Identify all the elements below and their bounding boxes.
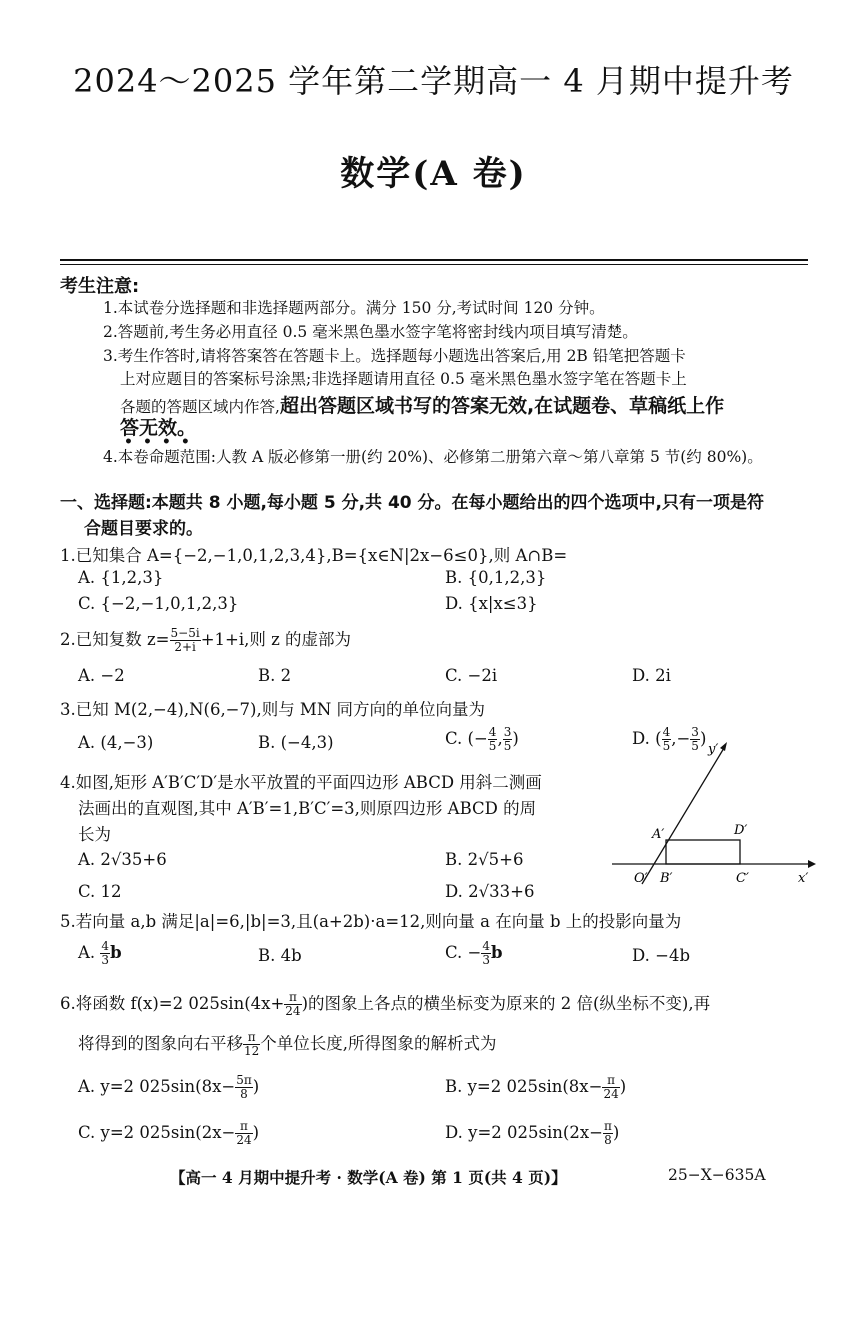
q4-option-a: A. 2√35+6	[78, 850, 167, 869]
notice-item-1: 1.本试卷分选择题和非选择题两部分。满分 150 分,考试时间 120 分钟。	[103, 299, 605, 317]
label-d: D′	[734, 823, 748, 838]
q6-option-c	[78, 1120, 259, 1147]
label-a: A′	[652, 827, 665, 842]
fraction	[602, 1074, 619, 1101]
section-heading: 一、选择题:本题共 8 小题,每小题 5 分,共 40 分。在每小题给出的四个选项中,只有一项是符	[60, 493, 764, 513]
q3-option-a: A. (4,−3)	[78, 733, 154, 752]
fraction	[100, 940, 110, 967]
q6-option-d	[445, 1120, 619, 1147]
notice-emphasis-end: 答无效。	[120, 417, 197, 439]
divider	[60, 264, 808, 265]
q2-option-b: B. 2	[258, 666, 292, 685]
numerator: 4	[482, 939, 490, 953]
fraction	[488, 726, 498, 753]
q6-text: )的图象上各点的横坐标变为原来的 2 倍(纵坐标不变),再	[301, 994, 711, 1013]
option-text: D. y=2 025sin(2x−	[445, 1123, 603, 1142]
q3-option-b: B. (−4,3)	[258, 733, 334, 752]
q1-option-d: D. {x|x≤3}	[445, 594, 538, 613]
divider	[60, 259, 808, 261]
numerator: π	[603, 1119, 612, 1133]
y-axis-arrow	[720, 742, 727, 751]
q1-stem: 1.已知集合 A={−2,−1,0,1,2,3,4},B={x∈N|2x−6≤0},则 A∩B=	[60, 546, 568, 565]
q6-stem-line2	[78, 1030, 497, 1058]
denominator: 2+i	[174, 640, 196, 654]
q2-text: +1+i,则 z 的虚部为	[200, 630, 352, 649]
numerator: 4	[101, 939, 110, 953]
q5-option-a	[78, 940, 122, 967]
notice-item-3-cont: 上对应题目的答案标号涂黑;非选择题请用直径 0.5 毫米黑色墨水签字笔在答题卡上	[120, 370, 687, 388]
q2-stem	[60, 626, 351, 654]
option-text: A. y=2 025sin(8x−	[78, 1077, 236, 1096]
q3-stem: 3.已知 M(2,−4),N(6,−7),则与 MN 同方向的单位向量为	[60, 700, 486, 719]
label-b: B′	[660, 871, 673, 886]
x-axis-arrow	[808, 860, 816, 868]
denominator: 8	[604, 1133, 612, 1147]
denominator: 24	[603, 1087, 619, 1101]
option-text: )	[252, 1123, 260, 1142]
exam-title: 2024～2025 学年第二学期高一 4 月期中提升考	[73, 62, 794, 100]
emphasis-dots: ••••	[124, 434, 200, 450]
q5-option-c	[445, 940, 503, 967]
option-text: )	[252, 1077, 260, 1096]
section-heading-cont: 合题目要求的。	[84, 519, 203, 539]
q5-stem: 5.若向量 a,b 满足|a|=6,|b|=3,且(a+2b)·a=12,则向量 a 在向量 b 上的投影向量为	[60, 912, 682, 931]
q5-option-b: B. 4b	[258, 946, 302, 965]
fraction	[284, 991, 301, 1018]
numerator: 3	[503, 725, 512, 739]
q6-option-a	[78, 1074, 259, 1101]
option-text: C. −	[445, 943, 482, 962]
denominator: 12	[244, 1044, 260, 1058]
q2-option-d: D. 2i	[632, 666, 671, 685]
q3-option-c: C. (− $\frac{4}{5}$ , $\frac{3}{5}$ )	[445, 725, 519, 753]
option-text: )	[619, 1077, 627, 1096]
q2-option-a: A. −2	[78, 666, 125, 685]
q4-stem-line3: 长为	[78, 825, 111, 844]
fraction	[243, 1031, 260, 1058]
q4-option-b: B. 2√5+6	[445, 850, 524, 869]
notice-emphasis: 超出答题区域书写的答案无效,在试题卷、草稿纸上作	[279, 395, 725, 417]
exam-subtitle: 数学(A 卷)	[340, 154, 527, 194]
q5-option-d: D. −4b	[632, 946, 691, 965]
q2-fraction	[170, 627, 201, 654]
label-c: C′	[736, 871, 749, 886]
q1-option-a: A. {1,2,3}	[78, 568, 164, 587]
option-text: )	[612, 1123, 620, 1142]
notice-text: 各题的答题区域内作答,	[120, 398, 280, 416]
option-text: C. (−	[445, 729, 488, 748]
fraction	[503, 726, 513, 753]
paper-code: 25−X−635A	[668, 1166, 766, 1184]
q4-option-d: D. 2√33+6	[445, 882, 535, 901]
q2-option-c: C. −2i	[445, 666, 498, 685]
denominator: 24	[285, 1004, 301, 1018]
option-text: A.	[78, 943, 96, 962]
page-footer: 【高一 4 月期中提升考 · 数学(A 卷) 第 1 页(共 4 页)】	[170, 1168, 567, 1187]
q6-text: 6.将函数 f(x)=2 025sin(4x+	[60, 994, 285, 1013]
numerator: π	[243, 1031, 260, 1045]
q4-stem-line1: 4.如图,矩形 A′B′C′D′是水平放置的平面四边形 ABCD 用斜二测画	[60, 773, 542, 792]
q6-text: 将得到的图象向右平移	[78, 1034, 243, 1053]
denominator: 3	[482, 953, 490, 967]
q4-stem-line2: 法画出的直观图,其中 A′B′=1,B′C′=3,则原四边形 ABCD 的周	[78, 799, 537, 818]
oblique-projection-figure	[612, 736, 817, 891]
notice-item-4: 4.本卷命题范围:人教 A 版必修第一册(约 20%)、必修第二册第六章～第八章第 5 节(约 80%)。	[103, 448, 763, 466]
denominator: 5	[691, 739, 699, 753]
q6-option-b	[445, 1074, 626, 1101]
q4-option-c: C. 12	[78, 882, 122, 901]
label-y-axis: y′	[708, 742, 719, 757]
denominator: 5	[503, 739, 512, 753]
q6-stem-line1	[60, 990, 710, 1018]
q6-text: 个单位长度,所得图象的解析式为	[260, 1034, 497, 1053]
q3-option-d: D. ( $\frac{4}{5}$ ,− $\frac{3}{5}$ )	[632, 725, 707, 753]
vector-b: b	[110, 943, 122, 962]
fraction	[235, 1074, 253, 1101]
rectangle-abcd	[666, 840, 740, 864]
notice-item-2: 2.答题前,考生务必用直径 0.5 毫米黑色墨水签字笔将密封线内项目填写清楚。	[103, 323, 638, 341]
numerator: 4	[662, 725, 671, 739]
numerator: π	[602, 1074, 619, 1088]
notice-item-3: 3.考生作答时,请将答案答在答题卡上。选择题每小题选出答案后,用 2B 铅笔把答题卡	[103, 347, 686, 365]
label-x-axis: x′	[798, 871, 809, 886]
option-text: B. y=2 025sin(8x−	[445, 1077, 603, 1096]
label-origin: O′	[634, 871, 648, 886]
notice-heading: 考生注意:	[60, 276, 140, 297]
fraction	[603, 1120, 613, 1147]
fraction	[481, 940, 491, 967]
notice-item-3-cont2	[120, 391, 724, 418]
denominator: 5	[488, 739, 497, 753]
q1-option-c: C. {−2,−1,0,1,2,3}	[78, 594, 239, 613]
fraction	[235, 1120, 252, 1147]
option-text: C. y=2 025sin(2x−	[78, 1123, 236, 1142]
q1-option-b: B. {0,1,2,3}	[445, 568, 547, 587]
vector-b: b	[491, 943, 503, 962]
denominator: 8	[240, 1087, 248, 1101]
numerator: 5π	[236, 1073, 252, 1087]
numerator: π	[235, 1120, 252, 1134]
denominator: 5	[662, 739, 671, 753]
denominator: 24	[236, 1133, 252, 1147]
numerator: 4	[488, 725, 497, 739]
q2-text: 2.已知复数 z=	[60, 630, 170, 649]
numerator: π	[284, 991, 301, 1005]
numerator: 3	[691, 725, 699, 739]
option-text: D. (	[632, 729, 662, 748]
numerator: 5−5i	[170, 626, 200, 640]
denominator: 3	[101, 953, 110, 967]
